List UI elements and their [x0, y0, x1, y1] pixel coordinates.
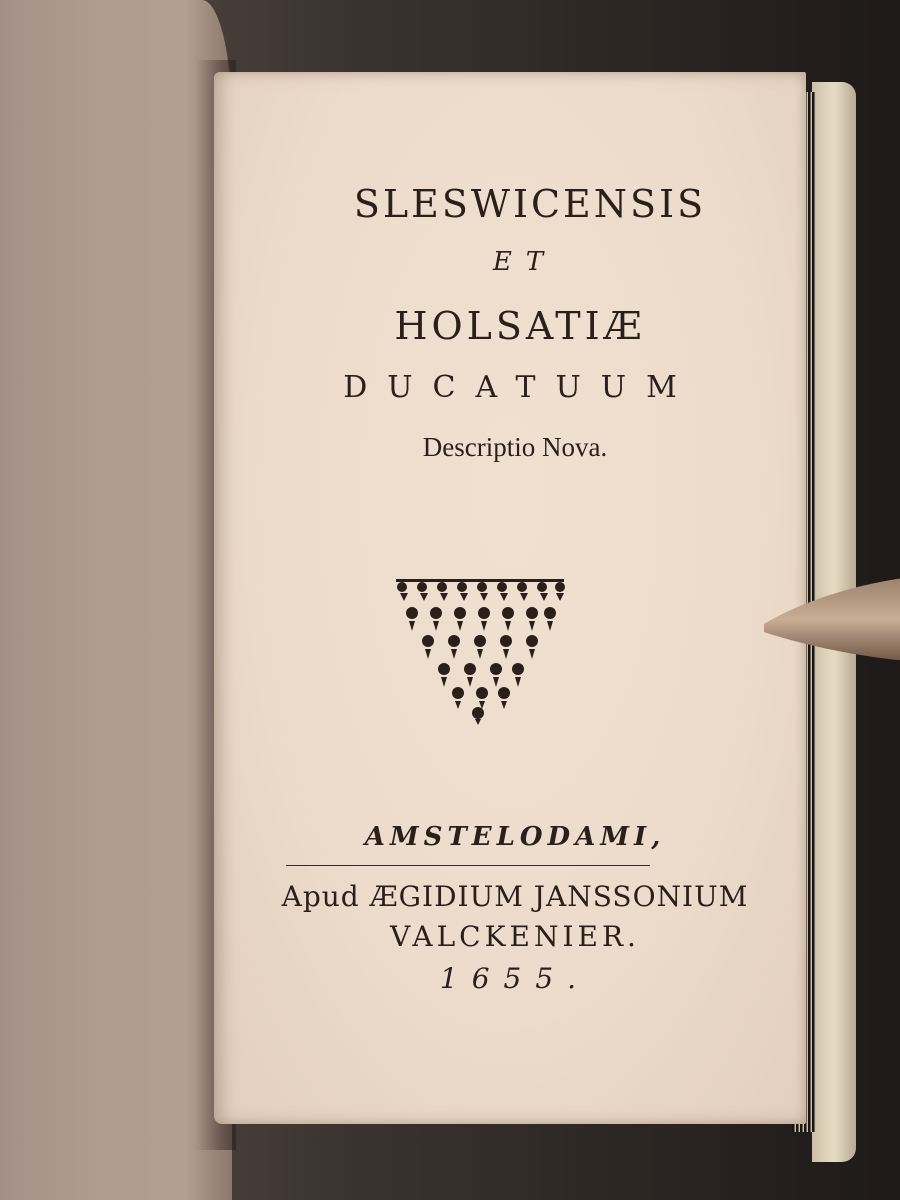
fleuron-row-4 — [438, 663, 524, 687]
imprint-city: AMSTELODAMI, — [364, 822, 666, 852]
title-page — [214, 72, 806, 1124]
subtitle-line: Descriptio Nova. — [422, 432, 608, 462]
fleuron-row-1 — [396, 579, 565, 601]
title-line-4: DUCATUUM — [343, 370, 697, 405]
fleuron-row-5 — [452, 687, 510, 709]
paper-knife-pointer-icon — [760, 572, 900, 667]
fleuron-row-2 — [406, 607, 556, 631]
printers-fleuron-ornament-icon — [392, 577, 568, 725]
title-line-1: SLESWICENSIS — [353, 182, 707, 226]
title-line-2: ET — [492, 247, 558, 277]
imprint-year: 1655. — [439, 962, 591, 995]
imprint-rule — [286, 865, 650, 866]
fleuron-row-3 — [422, 635, 538, 659]
imprint-publisher: Apud ÆGIDIUM JANSSONIUM — [281, 880, 749, 913]
title-line-3: HOLSATIÆ — [394, 304, 646, 348]
fleuron-row-6 — [472, 707, 484, 725]
imprint-name: VALCKENIER. — [390, 920, 640, 953]
